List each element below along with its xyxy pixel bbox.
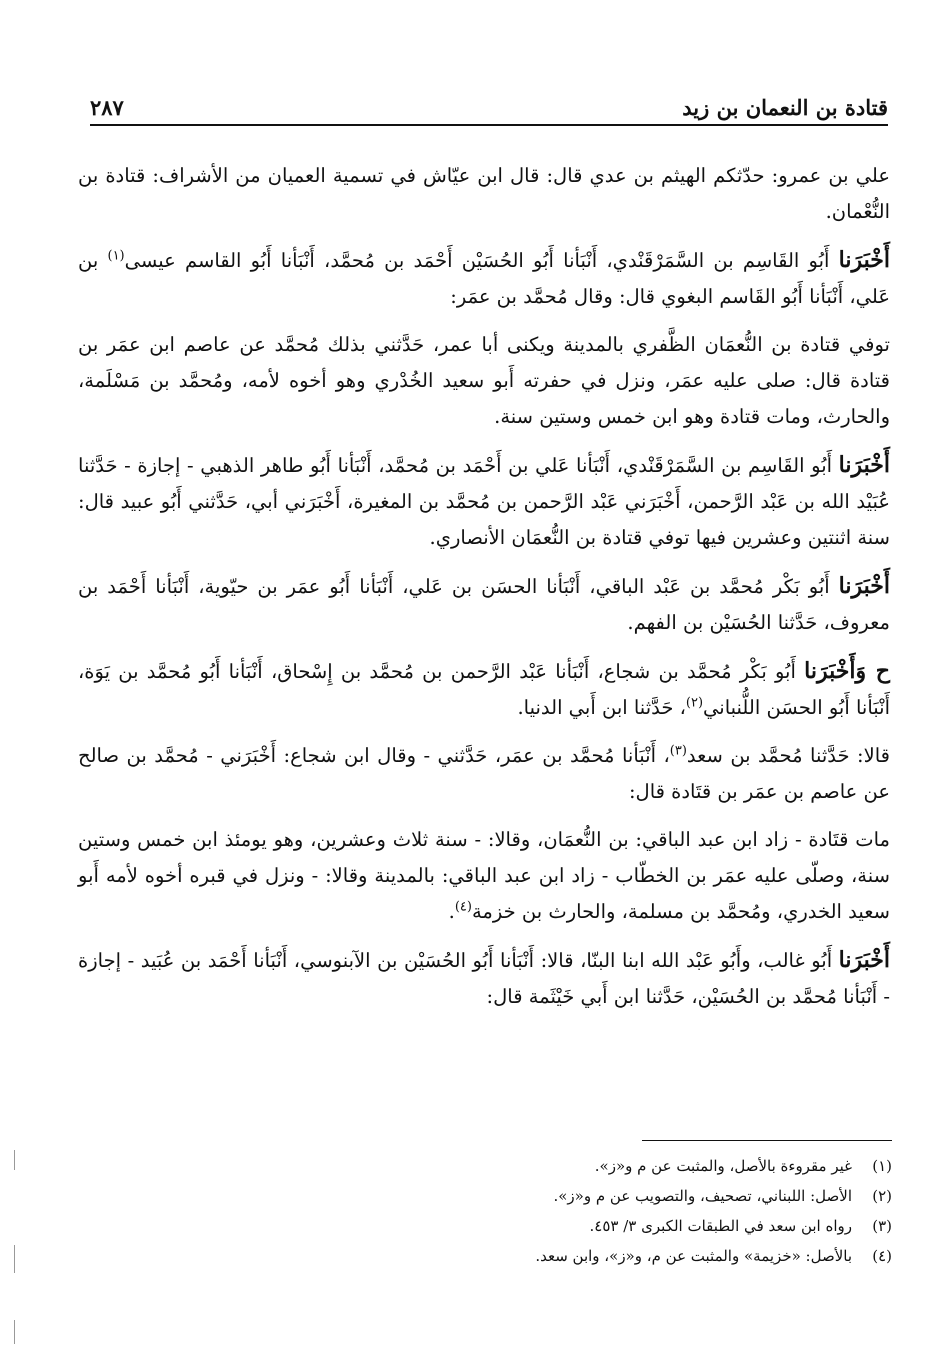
footnote-rule: [642, 1140, 892, 1141]
isnad-keyword: أَخْبَرَنا: [838, 247, 890, 273]
paragraph: [78, 738, 890, 810]
footnote: [80, 1181, 892, 1211]
paragraph-text: .: [448, 900, 455, 923]
main-text: [78, 158, 890, 1027]
isnad-keyword: أَخْبَرَنا: [838, 947, 890, 973]
footnote: [80, 1151, 892, 1181]
isnad-keyword: أَخْبَرَنا: [838, 573, 890, 599]
footnote-reference: (١): [107, 248, 125, 264]
paragraph: [78, 568, 890, 641]
footnote-text: رواه ابن سعد في الطبقات الكبرى ٣/ ٤٥٣.: [589, 1217, 852, 1235]
running-head: قتادة بن النعمان بن زيد: [682, 95, 888, 120]
paragraph-text: ، حَدَّثنا ابن أَبي الدنيا.: [517, 696, 686, 719]
footnote-number: (٣): [872, 1217, 892, 1235]
paragraph-text: مات قتَادة - زاد ابن عبد الباقي: بن النُّعمَان، وقالا: - سنة ثلاث وعشرين، وهو يومئذ ابن خمس وستين سنة، وصلّى عليه عمَر بن الخطّاب - زاد ابن عبد الباقي: بالمدينة وقالا: - ونزل في قبره أخوه لأمه أَبو سعيد الخدري، ومُحمَّد بن مسلمة، والحارث بن خزمة: [78, 828, 890, 923]
paragraph-text: قالا: حَدَّثنا مُحمَّد بن سعد: [686, 744, 890, 767]
footnote-list: [80, 1151, 892, 1271]
paragraph-text: أَبُو بَكْر مُحمَّد بن عَبْد الباقي، أَنْبَأنا الحسَن بن عَلي، أَنْبَأنا أَبُو عمَر بن حيّوية، أَنْبَأنا أَحْمَد بن معروف، حَدَّثنا الحُسَيْن بن الفهم.: [78, 575, 890, 634]
isnad-keyword: أَخْبَرَنا: [838, 452, 890, 478]
footnote: [80, 1241, 892, 1271]
paragraph: [78, 447, 890, 556]
footnote-reference: (٢): [685, 695, 704, 711]
paragraph-text: أَبُو غالب، وأَبُو عَبْد الله ابنا البنّا، قالا: أَنْبَأنا أَبُو الحُسَيْن بن الآبنوسي، أَنْبَأنا أَحْمَد بن عُبَيد - إجازة - أَنْبَأنا مُحمَّد بن الحُسَيْن، حَدَّثنا ابن أَبي خَيْثَمة قال:: [78, 949, 890, 1008]
paragraph: [78, 822, 890, 930]
footnote: [80, 1211, 892, 1241]
footnote-text: بالأصل: «خزيمة» والمثبت عن م، و«ز»، وابن سعد.: [535, 1247, 852, 1265]
footnote-text: غير مقروءة بالأصل، والمثبت عن م و«ز».: [594, 1157, 852, 1175]
paragraph-text: بن عَلي، أَنْبَأنا أَبُو القَاسم البغوي قال: وقال مُحمَّد بن عمَر:: [78, 249, 890, 308]
footnotes: [80, 1140, 892, 1271]
paragraph: [78, 653, 890, 726]
paragraph-text: ، أَنْبَأنا مُحمَّد بن عمَر، حَدَّثني - وقال ابن شجاع: أَخْبَرَني - مُحمَّد بن صالح عن عاصم بن عمَر بن قتَادة قال:: [78, 744, 890, 803]
paragraph-text: أَبُو القَاسِم بن السَّمَرْقَنْدي، أَنْبَأنا أَبُو الحُسَيْن أَحْمَد بن مُحمَّد، أَنْبَأنا أَبُو القاسم عيسى: [124, 249, 839, 272]
footnote-number: (٤): [872, 1247, 892, 1265]
footnote-number: (١): [872, 1157, 892, 1175]
paragraph: [78, 158, 890, 230]
margin-tick: [14, 1320, 15, 1344]
paragraph: [78, 242, 890, 315]
footnote-reference: (٤): [454, 899, 472, 915]
paragraph-text: أَبُو بَكْر مُحمَّد بن شجاع، أَنْبَأنا عَبْد الرَّحمن بن مُحمَّد بن إِسْحاق، أَنْبَأنا أَبُو مُحمَّد بن يَوَة، أَنْبَأنا أَبُو الحسَن اللُّنباني: [78, 660, 890, 719]
margin-tick: [14, 1150, 15, 1170]
isnad-keyword: ح وَأَخْبَرَنا: [804, 658, 890, 684]
footnote-reference: (٣): [669, 743, 687, 759]
paragraph: [78, 942, 890, 1015]
margin-tick: [14, 1245, 15, 1273]
footnote-number: (٢): [872, 1187, 892, 1205]
paragraph-text: أَبُو القَاسِم بن السَّمَرْقَنْدي، أَنْبَأنا عَلي بن أَحْمَد بن مُحمَّد، أَنْبَأنا أَبُو طاهر الذهبي - إجازة - حَدَّثنا عُبَيْد الله بن عَبْد الرَّحمن، أَخْبَرَني عَبْد الرَّحمن بن مُحمَّد بن المغيرة، أَخْبَرَني أبي، حَدَّثني أَبُو عبيد قال: سنة اثنتين وعشرين فيها توفي قتادة بن النُّعمَان الأنصاري.: [78, 454, 890, 549]
paragraph-text: توفي قتادة بن النُّعمَان الظَّفري بالمدينة ويكنى أبا عمر، حَدَّثني بذلك مُحمَّد عن عاصم ابن عمَر بن قتادة قال: صلى عليه عمَر، ونزل في حفرته أَبو سعيد الخُدْري وهو أخوه لأمه، ومُحمَّد بن مَسْلَمة، والحارث، ومات قتادة وهو ابن خمس وستين سنة.: [78, 333, 890, 428]
paragraph: [78, 327, 890, 435]
paragraph-text: علي بن عمرو: حدّثكم الهيثم بن عدي قال: قال ابن عيّاش في تسمية العميان من الأشراف: قتادة بن النُّعْمان.: [78, 164, 890, 223]
page-number: ٢٨٧: [90, 95, 124, 120]
footnote-text: الأصل: اللبناني، تصحيف، والتصويب عن م و«ز».: [553, 1187, 852, 1205]
page-header: [90, 84, 888, 126]
